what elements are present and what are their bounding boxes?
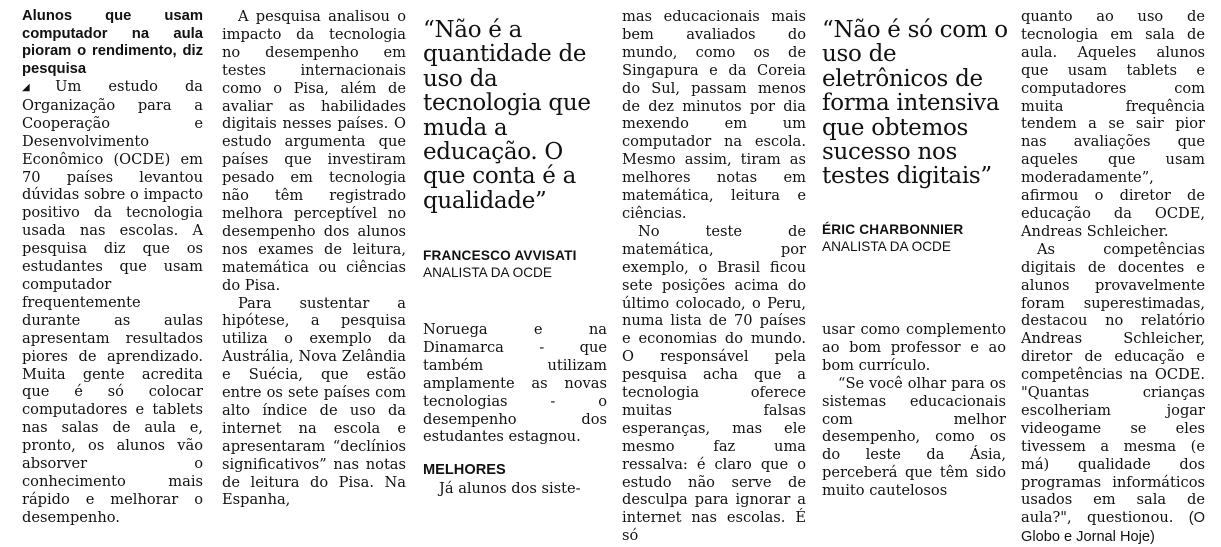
pull-quote-2-attribution	[822, 222, 1010, 255]
column-1	[22, 8, 203, 527]
column-6	[1021, 8, 1205, 547]
pull-quote-1	[423, 18, 611, 213]
section-marker-icon: ◢	[22, 82, 53, 93]
column-6-paragraph	[1021, 241, 1205, 547]
column-1-text: Um estudo da Organização para a Cooperação e Desenvolvimento Econômico (OCDE) em 70 países levantou dúvidas sobre o impacto positivo da tecnologia usada nas escolas. A pesquisa diz que os estudantes que usam computador frequentemente durante as aulas apresentam resultados piores de aprendizado. Muita gente acredita que é só colocar computadores e tablets nas salas de aula e, pronto, os alunos vão absorver o conhecimento mais rápido e melhorar o desempenho.	[22, 78, 203, 526]
source-credit: (O Globo e Jornal Hoje)	[1021, 510, 1205, 546]
quote-author-role: ANALISTA DA OCDE	[423, 264, 552, 280]
column-4-paragraph: No teste de matemática, por exemplo, o Brasil ficou sete posições acima do último colocado, o Peru, numa lista de 70 países e economias do mundo. O responsável pela pesquisa acha que a tecnologia oferece muitas falsas esperanças, mas ele mesmo faz uma ressalva: é claro que o estudo não serve de desculpa para ignorar a internet nas escolas. É só	[622, 222, 806, 545]
pull-quote-text: “Não é só com o uso de eletrônicos de forma intensiva que obtemos sucesso nos testes digitais”	[822, 17, 1008, 190]
column-5-paragraph: “Se você olhar para os sistemas educacionais com melhor desempenho, como os do leste da Ásia, perceberá que têm sido muito cautelosos	[822, 374, 1006, 500]
column-6-paragraph: quanto ao uso de tecnologia em sala de aula. Aqueles alunos que usam tablets e computadores com muita frequência tendem a se sair pior nas avaliações que aqueles que usam moderadamente”, afirmou o diretor de educação da OCDE, Andreas Schleicher.	[1021, 8, 1205, 240]
column-4	[622, 8, 806, 545]
quote-author: ÉRIC CHARBONNIER	[822, 222, 964, 237]
column-3-paragraph: Já alunos dos siste-	[439, 480, 581, 498]
column-5-paragraph: usar como complemento ao bom professor e ao bom currículo.	[822, 321, 1006, 374]
column-6-text: As competências digitais de docentes e alunos provavelmente foram superestimadas, destacou no relatório Andreas Schleicher, diretor de educação e competências na OCDE. "Quantas crianças escolheriam jogar videogame se eles tivessem a mesma (e má) qualidade dos programas informáticos usados em sala de aula?", questionou.	[1021, 240, 1205, 527]
column-5	[822, 321, 1006, 500]
column-2	[222, 8, 406, 509]
column-2-paragraph: A pesquisa analisou o impacto da tecnologia no desempenho em testes internacionais como o Pisa, além de avaliar as habilidades digitais nesses países. O estudo argumenta que países que investiram pesado em tecnologia não têm registrado melhora perceptível no desempenho dos alunos nos exames de leitura, matemática ou ciências do Pisa.	[222, 8, 406, 294]
subhead: MELHORES	[423, 462, 506, 479]
pull-quote-1-attribution	[423, 248, 611, 281]
pull-quote-2	[822, 18, 1010, 189]
pull-quote-text: “Não é a quantidade de uso da tecnologia que muda a educação. O que conta é a qualidade”	[423, 17, 591, 214]
article-headline: Alunos que usam computador na aula pioram o rendimento, diz pesquisa	[22, 8, 203, 77]
quote-author-role: ANALISTA DA OCDE	[822, 238, 951, 254]
column-3	[423, 321, 607, 498]
quote-author: FRANCESCO AVVISATI	[423, 248, 577, 263]
column-2-paragraph: Para sustentar a hipótese, a pesquisa utiliza o exemplo da Austrália, Nova Zelândia e Suécia, que estão entre os sete países com alto índice de uso da internet na escola e apresentaram “declínios significativos” nas notas de leitura do Pisa. Na Espanha,	[222, 294, 406, 509]
column-3-paragraph: Noruega e na Dinamarca - que também utilizam amplamente as novas tecnologias - o desempenho dos estudantes estagnou.	[423, 321, 607, 446]
column-4-paragraph: mas educacionais mais bem avaliados do mundo, como os de Singapura e da Coreia do Sul, passam menos de dez minutos por dia mexendo em um computador na escola. Mesmo assim, tiram as melhores notas em matemática, leitura e ciências.	[622, 8, 806, 222]
column-1-body	[22, 78, 203, 527]
